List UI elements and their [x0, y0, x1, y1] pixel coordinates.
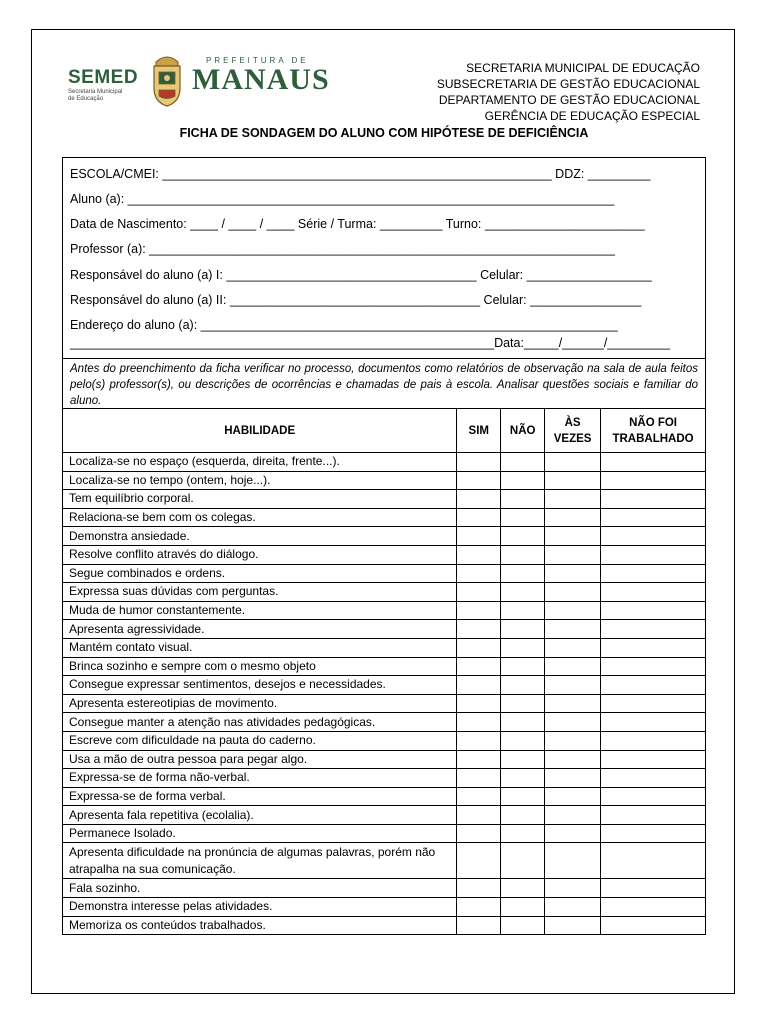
as-vezes-cell[interactable] [545, 471, 601, 490]
nao-trabalhado-cell[interactable] [601, 564, 706, 583]
sim-cell[interactable] [457, 843, 501, 879]
nao-trabalhado-cell[interactable] [601, 879, 706, 898]
skill-label: Fala sozinho. [63, 879, 457, 898]
table-header-row [63, 409, 706, 453]
skills-table-body [63, 453, 706, 935]
as-vezes-cell[interactable] [545, 824, 601, 843]
field-data[interactable]: _____________________________________________________________Data:_____/______/_________ [70, 336, 670, 350]
table-row [63, 471, 706, 490]
skill-label: Consegue manter a atenção nas atividades pedagógicas. [63, 713, 457, 732]
as-vezes-cell[interactable] [545, 898, 601, 917]
as-vezes-cell[interactable] [545, 713, 601, 732]
header-nao-foi-trabalhado: NÃO FOI TRABALHADO [601, 409, 706, 453]
sim-cell[interactable] [457, 601, 501, 620]
header-nao: NÃO [501, 409, 545, 453]
table-row [63, 620, 706, 639]
table-row [63, 731, 706, 750]
sim-cell[interactable] [457, 508, 501, 527]
nao-trabalhado-cell[interactable] [601, 750, 706, 769]
manaus-logo [192, 56, 330, 95]
prefeitura-label: PREFEITURA DE [206, 56, 309, 65]
sim-cell[interactable] [457, 916, 501, 935]
manaus-word: MANAUS [192, 63, 330, 96]
nao-cell[interactable] [501, 564, 545, 583]
student-info-box [62, 157, 706, 359]
skill-label: Brinca sozinho e sempre com o mesmo objeto [63, 657, 457, 676]
header-block [437, 60, 700, 124]
table-row [63, 490, 706, 509]
nao-cell[interactable] [501, 843, 545, 879]
table-row [63, 843, 706, 879]
table-row [63, 545, 706, 564]
skill-label: Memoriza os conteúdos trabalhados. [63, 916, 457, 935]
skills-table [62, 408, 706, 935]
table-row [63, 583, 706, 602]
nao-trabalhado-cell[interactable] [601, 806, 706, 825]
nao-trabalhado-cell[interactable] [601, 916, 706, 935]
as-vezes-cell[interactable] [545, 750, 601, 769]
header-as-vezes: ÀS VEZES [545, 409, 601, 453]
field-professor[interactable]: Professor (a): ___________________________________________________________________ [70, 242, 615, 256]
manaus-crest-icon [148, 52, 186, 108]
sim-cell[interactable] [457, 676, 501, 695]
table-row [63, 527, 706, 546]
skill-label: Localiza-se no tempo (ontem, hoje...). [63, 471, 457, 490]
nao-cell[interactable] [501, 713, 545, 732]
table-row [63, 806, 706, 825]
as-vezes-cell[interactable] [545, 916, 601, 935]
table-row [63, 601, 706, 620]
sim-cell[interactable] [457, 453, 501, 472]
as-vezes-cell[interactable] [545, 731, 601, 750]
header-line-1: SECRETARIA MUNICIPAL DE EDUCAÇÃO [466, 61, 700, 75]
sim-cell[interactable] [457, 657, 501, 676]
nao-cell[interactable] [501, 490, 545, 509]
sim-cell[interactable] [457, 806, 501, 825]
header-line-4: GERÊNCIA DE EDUCAÇÃO ESPECIAL [484, 109, 700, 123]
sim-cell[interactable] [457, 545, 501, 564]
table-row [63, 453, 706, 472]
table-row [63, 713, 706, 732]
nao-cell[interactable] [501, 545, 545, 564]
as-vezes-cell[interactable] [545, 638, 601, 657]
sim-cell[interactable] [457, 638, 501, 657]
instructions-note: Antes do preenchimento da ficha verificar no processo, documentos como relatórios de observação na sala de aula feitos pelo(s) professor(s), ou descrições de ocorrências e chamadas de pais à escola. Analisar questões sociais e familiar do aluno. [62, 358, 706, 409]
skill-label: Relaciona-se bem com os colegas. [63, 508, 457, 527]
as-vezes-cell[interactable] [545, 620, 601, 639]
skill-label: Mantém contato visual. [63, 638, 457, 657]
skill-label: Resolve conflito através do diálogo. [63, 545, 457, 564]
semed-word: SEMED [68, 67, 139, 88]
nao-cell[interactable] [501, 638, 545, 657]
field-endereco[interactable]: Endereço do aluno (a): ____________________________________________________________ [70, 318, 618, 332]
field-responsavel-1[interactable]: Responsável do aluno (a) I: ____________________________________ Celular: __________________ [70, 268, 652, 282]
nao-trabalhado-cell[interactable] [601, 471, 706, 490]
nao-cell[interactable] [501, 750, 545, 769]
skill-label: Usa a mão de outra pessoa para pegar algo. [63, 750, 457, 769]
nao-cell[interactable] [501, 824, 545, 843]
as-vezes-cell[interactable] [545, 657, 601, 676]
nao-cell[interactable] [501, 471, 545, 490]
table-row [63, 638, 706, 657]
as-vezes-cell[interactable] [545, 453, 601, 472]
skill-label: Apresenta agressividade. [63, 620, 457, 639]
header-line-3: DEPARTAMENTO DE GESTÃO EDUCACIONAL [438, 93, 700, 107]
sim-cell[interactable] [457, 787, 501, 806]
table-row [63, 694, 706, 713]
table-row [63, 898, 706, 917]
nao-cell[interactable] [501, 916, 545, 935]
table-row [63, 564, 706, 583]
table-row [63, 657, 706, 676]
skill-label: Demonstra ansiedade. [63, 527, 457, 546]
as-vezes-cell[interactable] [545, 879, 601, 898]
skill-label: Apresenta estereotipias de movimento. [63, 694, 457, 713]
nao-trabalhado-cell[interactable] [601, 657, 706, 676]
sim-cell[interactable] [457, 731, 501, 750]
sim-cell[interactable] [457, 898, 501, 917]
as-vezes-cell[interactable] [545, 564, 601, 583]
table-row [63, 676, 706, 695]
table-row [63, 787, 706, 806]
nao-trabalhado-cell[interactable] [601, 713, 706, 732]
as-vezes-cell[interactable] [545, 769, 601, 788]
nao-cell[interactable] [501, 879, 545, 898]
sim-cell[interactable] [457, 769, 501, 788]
skill-label: Muda de humor constantemente. [63, 601, 457, 620]
semed-logo [68, 68, 138, 103]
sim-cell[interactable] [457, 564, 501, 583]
nao-cell[interactable] [501, 620, 545, 639]
skill-label: Apresenta dificuldade na pronúncia de algumas palavras, porém não atrapalha na sua comunicação. [63, 843, 457, 879]
skill-label: Escreve com dificuldade na pauta do caderno. [63, 731, 457, 750]
table-row [63, 508, 706, 527]
sim-cell[interactable] [457, 713, 501, 732]
table-row [63, 750, 706, 769]
nao-trabalhado-cell[interactable] [601, 601, 706, 620]
sim-cell[interactable] [457, 694, 501, 713]
as-vezes-cell[interactable] [545, 508, 601, 527]
skill-label: Segue combinados e ordens. [63, 564, 457, 583]
nao-trabalhado-cell[interactable] [601, 824, 706, 843]
as-vezes-cell[interactable] [545, 583, 601, 602]
skill-label: Tem equilíbrio corporal. [63, 490, 457, 509]
skill-label: Expressa-se de forma não-verbal. [63, 769, 457, 788]
as-vezes-cell[interactable] [545, 787, 601, 806]
field-aluno[interactable]: Aluno (a): ______________________________________________________________________ [70, 192, 615, 206]
nao-cell[interactable] [501, 787, 545, 806]
nao-trabalhado-cell[interactable] [601, 583, 706, 602]
as-vezes-cell[interactable] [545, 527, 601, 546]
header-sim: SIM [457, 409, 501, 453]
sim-cell[interactable] [457, 620, 501, 639]
nao-cell[interactable] [501, 769, 545, 788]
table-row [63, 916, 706, 935]
nao-trabalhado-cell[interactable] [601, 508, 706, 527]
nao-trabalhado-cell[interactable] [601, 545, 706, 564]
as-vezes-cell[interactable] [545, 694, 601, 713]
skill-label: Demonstra interesse pelas atividades. [63, 898, 457, 917]
table-row [63, 879, 706, 898]
sim-cell[interactable] [457, 490, 501, 509]
as-vezes-cell[interactable] [545, 676, 601, 695]
form-title: FICHA DE SONDAGEM DO ALUNO COM HIPÓTESE DE DEFICIÊNCIA [179, 126, 589, 140]
as-vezes-cell[interactable] [545, 490, 601, 509]
nao-trabalhado-cell[interactable] [601, 769, 706, 788]
sim-cell[interactable] [457, 471, 501, 490]
nao-trabalhado-cell[interactable] [601, 843, 706, 879]
skill-label: Expressa-se de forma verbal. [63, 787, 457, 806]
nao-trabalhado-cell[interactable] [601, 453, 706, 472]
table-row [63, 769, 706, 788]
semed-subtitle: Secretaria Municipal de Educação [68, 89, 123, 102]
as-vezes-cell[interactable] [545, 843, 601, 879]
nao-cell[interactable] [501, 694, 545, 713]
header-habilidade: HABILIDADE [63, 409, 457, 453]
nao-trabalhado-cell[interactable] [601, 676, 706, 695]
nao-trabalhado-cell[interactable] [601, 731, 706, 750]
as-vezes-cell[interactable] [545, 545, 601, 564]
nao-cell[interactable] [501, 583, 545, 602]
nao-cell[interactable] [501, 806, 545, 825]
sim-cell[interactable] [457, 583, 501, 602]
skill-label: Apresenta fala repetitiva (ecolalia). [63, 806, 457, 825]
as-vezes-cell[interactable] [545, 806, 601, 825]
nao-cell[interactable] [501, 898, 545, 917]
header-line-2: SUBSECRETARIA DE GESTÃO EDUCACIONAL [436, 77, 700, 91]
nao-trabalhado-cell[interactable] [601, 490, 706, 509]
nao-trabalhado-cell[interactable] [601, 638, 706, 657]
nao-cell[interactable] [501, 676, 545, 695]
as-vezes-cell[interactable] [545, 601, 601, 620]
field-responsavel-2[interactable]: Responsável do aluno (a) II: ____________________________________ Celular: ________________ [70, 293, 642, 307]
nao-trabalhado-cell[interactable] [601, 527, 706, 546]
skill-label: Expressa suas dúvidas com perguntas. [63, 583, 457, 602]
skill-label: Consegue expressar sentimentos, desejos e necessidades. [63, 676, 457, 695]
sim-cell[interactable] [457, 750, 501, 769]
nao-trabalhado-cell[interactable] [601, 694, 706, 713]
nao-trabalhado-cell[interactable] [601, 787, 706, 806]
sim-cell[interactable] [457, 879, 501, 898]
nao-cell[interactable] [501, 527, 545, 546]
nao-trabalhado-cell[interactable] [601, 620, 706, 639]
sim-cell[interactable] [457, 527, 501, 546]
field-nascimento[interactable]: Data de Nascimento: ____ / ____ / ____ Série / Turma: _________ Turno: _______________________ [70, 217, 645, 231]
nao-cell[interactable] [501, 508, 545, 527]
table-row [63, 824, 706, 843]
nao-cell[interactable] [501, 657, 545, 676]
skill-label: Localiza-se no espaço (esquerda, direita, frente...). [63, 453, 457, 472]
field-escola[interactable]: ESCOLA/CMEI: ________________________________________________________ DDZ: _________ [70, 167, 651, 181]
skill-label: Permanece Isolado. [63, 824, 457, 843]
sim-cell[interactable] [457, 824, 501, 843]
nao-cell[interactable] [501, 731, 545, 750]
nao-trabalhado-cell[interactable] [601, 898, 706, 917]
nao-cell[interactable] [501, 601, 545, 620]
nao-cell[interactable] [501, 453, 545, 472]
